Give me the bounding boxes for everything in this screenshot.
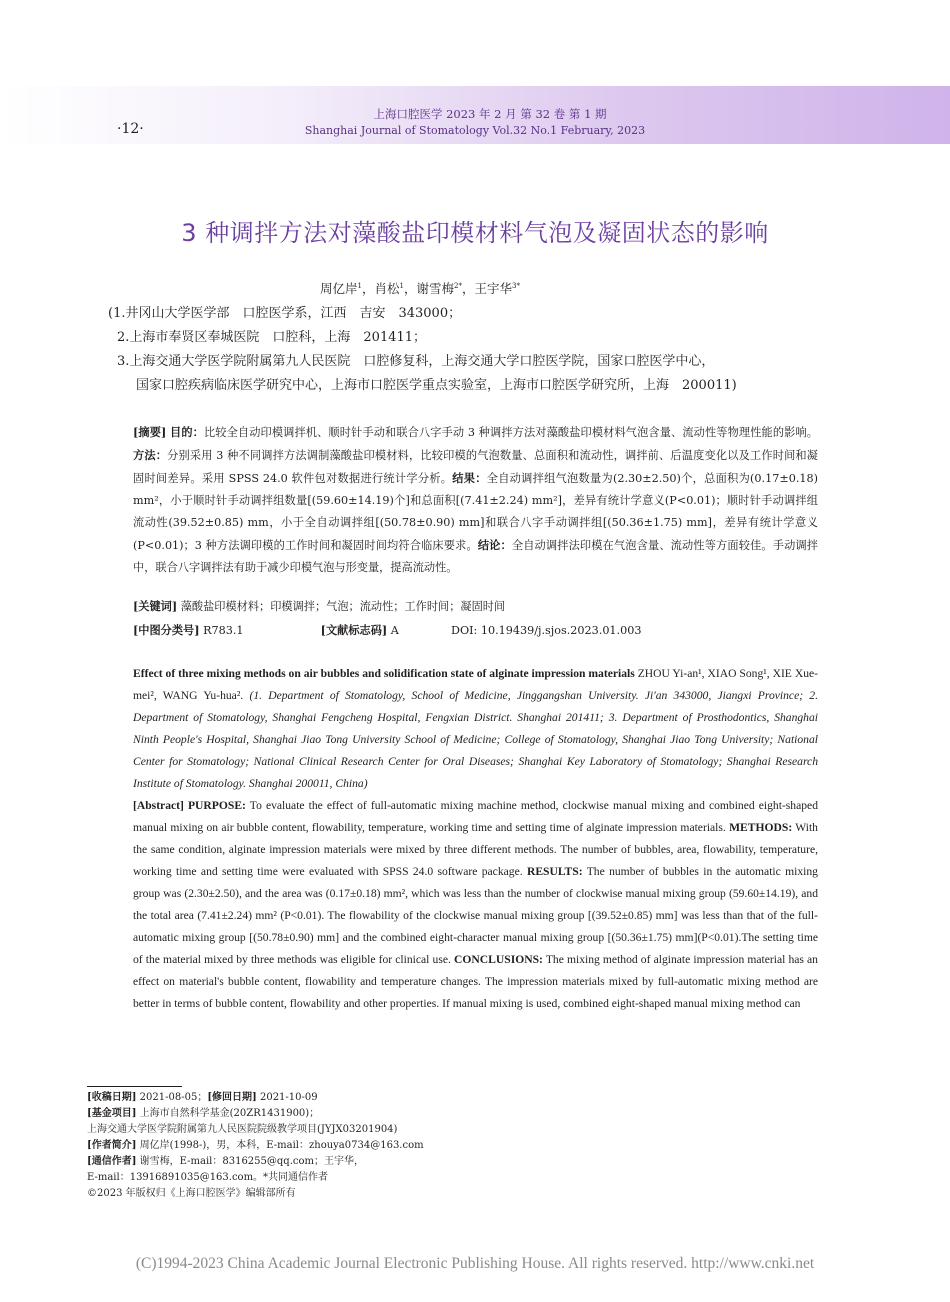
journal-header-en: Shanghai Journal of Stomatology Vol.32 No.1 February, 2023	[304, 124, 646, 137]
footnote-copyright: ©2023 年版权归《上海口腔医学》编辑部所有	[87, 1188, 296, 1199]
affiliation-line: (1.井冈山大学医学部 口腔医学系，江西 吉安 343000；	[108, 306, 462, 321]
doi: DOI: 10.19439/j.sjos.2023.01.003	[450, 624, 642, 637]
purpose-label: 目的：	[170, 425, 204, 439]
author-name: 王宇华	[474, 281, 513, 296]
cnki-footer: (C)1994-2023 China Academic Journal Electronic Publishing House. All rights reserved. http://www.cnki.net	[135, 1255, 815, 1272]
abstract-cn: [摘要] 目的：比较全自动印模调拌机、顺时针手动和联合八字手动 3 种调拌方法对藻酸盐印模材料气泡含量、流动性等物理性能的影响。方法：分别采用 3 种不同调拌方法调制藻酸盐印模材料，比较印模的气泡数量、总面积和流动性，调拌前、后温度变化以及工作时间和凝固时间差异。采用 SPSS 24.0 软件包对数据进行统计学分析。结果：全自动调拌组气泡数量为(2.30±2.50)个，总面积为(0.17±0.18) mm²，小于顺时针手动调拌组数量[(59.60±14.19)个]和总面积[(7.41±2.24) mm²]，差异有统计学意义(P<0.01)；顺时针手动调拌组流动性(39.52±0.85) mm，小于全自动调拌组[(50.78±0.90) mm]和联合八字手动调拌组[(50.36±1.75) mm]，差异有统计学意义(P<0.01)；3 种方法调印模的工作时间和凝固时间均符合临床要求。结论：全自动调拌法印模在气泡含量、流动性等方面较佳。手动调拌中，联合八字调拌法有助于减少印模气泡与形变量，提高流动性。	[133, 425, 818, 574]
affiliation-line: 2.上海市奉贤区奉城医院 口腔科，上海 201411；	[117, 330, 427, 345]
author-list: 周亿岸$^1$，肖松$^1$，谢雪梅$^{2*}$，王宇华$^{3*}$	[320, 281, 520, 296]
footnote-dates: [收稿日期] 2021-08-05；[修回日期] 2021-10-09	[87, 1092, 318, 1103]
author-name: 谢雪梅	[416, 281, 455, 296]
english-authors: ZHOU Yi-an¹, XIAO Song¹, XIE Xue-mei², WANG Yu-hua².	[133, 667, 819, 702]
keywords: [关键词] 藻酸盐印模材料；印模调拌；气泡；流动性；工作时间；凝固时间	[133, 599, 506, 613]
affiliation-line: 国家口腔疾病临床医学研究中心，上海市口腔医学重点实验室，上海市口腔医学研究所，上海 200011)	[136, 378, 737, 393]
footnote-rule	[87, 1086, 182, 1087]
article-title: 3 种调拌方法对藻酸盐印模材料气泡及凝固状态的影响	[181, 219, 769, 247]
footnote-bio: [作者简介] 周亿岸(1998-)，男，本科，E-mail：zhouya0734@163.com	[87, 1140, 424, 1151]
conclusions-label: 结论：	[477, 538, 512, 552]
author-name: 周亿岸	[320, 281, 358, 296]
author-name: 肖松	[374, 281, 400, 296]
english-affiliations: (1. Department of Stomatology, School of Medicine, Jinggangshan University. Ji'an 343000, Jiangxi Province; 2. Department of Stomatology, Shanghai Fengcheng Hospital, Fengxian District. Shanghai 201411; 3. Department of Prosthodontics, Shanghai Ninth People's Hospital, Shanghai Jiao Tong University School of Medicine; College of Stomatology, Shanghai Jiao Tong University; National Center for Stomatology; National Clinical Research Center for Oral Diseases; Shanghai Key Laboratory of Stomatology; Shanghai Research Institute of Stomatology. Shanghai 200011, China)	[133, 689, 818, 790]
journal-header-cn: 上海口腔医学 2023 年 2 月 第 32 卷 第 1 期	[373, 107, 607, 121]
results-label: 结果：	[452, 471, 487, 485]
english-title: Effect of three mixing methods on air bubbles and solidification state of alginate impression materials	[133, 667, 635, 680]
footnote-fund-2: 上海交通大学医学院附属第九人民医院院级教学项目(JYJX03201904)	[87, 1124, 398, 1135]
classification-line: [中图分类号] R783.1 [文献标志码] A DOI: 10.19439/j.sjos.2023.01.003	[133, 623, 642, 637]
footnote-correspondence-2: E-mail：13916891035@163.com。*共同通信作者	[87, 1172, 329, 1183]
footnote-correspondence: [通信作者] 谢雪梅，E-mail：8316255@qq.com；王宇华，	[87, 1156, 364, 1167]
footnote-fund: [基金项目] 上海市自然科学基金(20ZR1431900)；	[87, 1108, 320, 1119]
page-number: ·12·	[117, 121, 144, 137]
affiliation-line: 3.上海交通大学医学院附属第九人民医院 口腔修复科，上海交通大学口腔医学院，国家口腔医学中心，	[117, 354, 715, 369]
methods-label: 方法：	[133, 448, 168, 462]
english-abstract: Effect of three mixing methods on air bubbles and solidification state of alginate impression materials ZHOU Yi-an¹, XIAO Song¹, XIE Xue-mei², WANG Yu-hua². (1. Department of Stomatology, School of Medicine, Jinggangshan University. Ji'an 343000, Jiangxi Province; 2. Department of Stomatology, Shanghai Fengcheng Hospital, Fengxian District. Shanghai 201411; 3. Department of Prosthodontics, Shanghai Ninth People's Hospital, Shanghai Jiao Tong University School of Medicine; College of Stomatology, Shanghai Jiao Tong University; National Center for Stomatology; National Clinical Research Center for Oral Diseases; Shanghai Key Laboratory of Stomatology; Shanghai Research Institute of Stomatology. Shanghai 200011, China) [Abstract] PURPOSE: To evaluate the effect of full-automatic mixing machine method, clockwise manual mixing and combined eight-shaped manual mixing on air bubble content, flowability, temperature, working time and setting time of alginate impression materials. METHODS: With the same condition, alginate impression materials were mixed by three different methods. The number of bubbles, area, flowability, temperature, working time and setting time were evaluated with SPSS 24.0 software package. RESULTS: The number of bubbles in the automatic mixing group was (2.30±2.50), and the area was (0.17±0.18) mm², which was less than the number of clockwise manual mixing group (59.60±14.19), and the total area (7.41±2.24) mm² (P<0.01). The flowability of the clockwise manual mixing group [(39.52±0.85) mm] was less than that of the full-automatic mixing group [(50.78±0.90) mm] and the combined eight-character manual mixing group [(50.36±1.75) mm](P<0.01).The setting time of the material mixed by three methods was eligible for clinical use. CONCLUSIONS: The mixing method of alginate impression material has an effect on material's bubble content, flowability and temperature changes. The impression materials mixed by full-automatic mixing method are better in terms of bubble content, flowability and other properties. If manual mixing is used, combined eight-shaped manual mixing method can	[133, 667, 819, 1010]
